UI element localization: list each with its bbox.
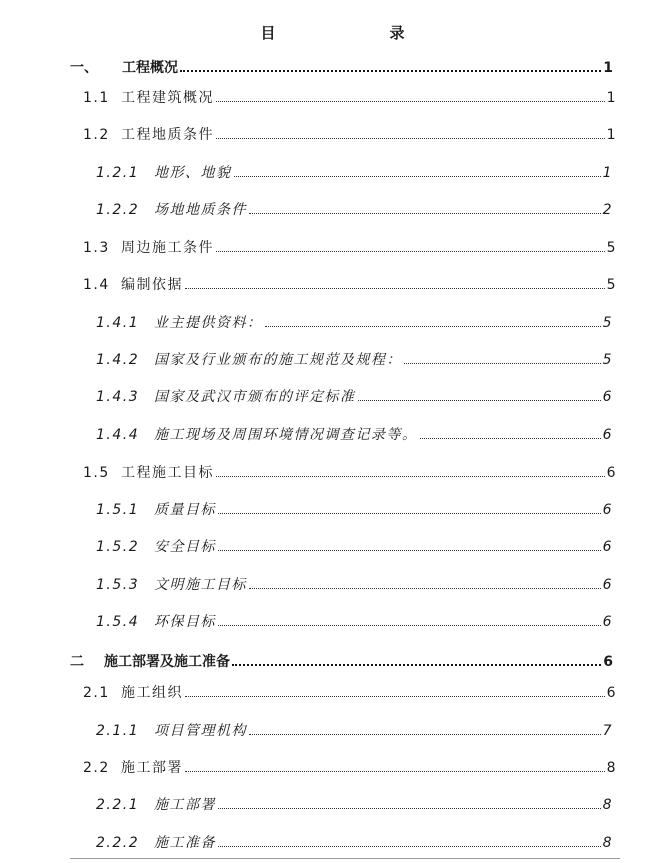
toc-entry-number: 1.4.3 [96, 389, 140, 405]
page-title: 目 录 [260, 24, 433, 42]
toc-entry-page: 1 [602, 165, 613, 181]
toc-entry-title: 安全目标 [154, 539, 216, 555]
toc-entry-number: 1.5 [83, 465, 110, 481]
toc-entry-number: 1.2.2 [96, 202, 140, 218]
toc-entry-title: 国家及行业颁布的施工规范及规程： [154, 352, 402, 368]
dot-leader [218, 549, 601, 551]
toc-entry-page: 6 [606, 685, 617, 701]
dot-leader [185, 287, 605, 289]
toc-entry[interactable] [96, 538, 613, 556]
toc-entry-number: 2.1.1 [96, 723, 140, 739]
toc-entry[interactable] [96, 388, 613, 406]
toc-entry-page: 7 [602, 723, 613, 739]
dot-leader [265, 325, 601, 327]
toc-entry-page: 8 [606, 760, 617, 776]
toc-entry[interactable] [83, 239, 617, 257]
toc-entry[interactable] [96, 834, 613, 852]
toc-entry[interactable] [96, 722, 613, 740]
dot-leader [216, 250, 605, 252]
toc-entry[interactable] [83, 759, 617, 777]
toc-entry-page: 8 [602, 835, 613, 851]
footer-divider [70, 858, 620, 859]
toc-entry-page: 6 [606, 465, 617, 481]
toc-entry-number: 1.4.1 [96, 315, 140, 331]
dot-leader [180, 69, 601, 72]
toc-entry-page: 6 [603, 654, 613, 670]
dot-leader [218, 845, 601, 847]
toc-entry-page: 6 [602, 427, 613, 443]
dot-leader [216, 100, 605, 102]
toc-entry-title: 周边施工条件 [121, 240, 214, 256]
toc-entry-number: 一、 [70, 60, 98, 76]
toc-entry-title: 施工准备 [154, 835, 216, 851]
toc-entry-number: 1.5.4 [96, 614, 140, 630]
toc-entry-title: 业主提供资料： [154, 315, 263, 331]
toc-entry-title: 项目管理机构 [154, 723, 247, 739]
dot-leader [249, 733, 601, 735]
toc-entry-number: 2.2 [83, 760, 110, 776]
toc-entry[interactable] [83, 464, 617, 482]
toc-entry-title: 环保目标 [154, 614, 216, 630]
toc-entry-number: 1.1 [83, 90, 110, 106]
toc-entry-title: 施工部署 [154, 797, 216, 813]
toc-entry-title: 工程建筑概况 [121, 90, 214, 106]
toc-entry-number: 二 [70, 654, 84, 670]
toc-entry-page: 6 [602, 577, 613, 593]
dot-leader [216, 475, 605, 477]
toc-entry-page: 5 [602, 315, 613, 331]
toc-entry-number: 1.3 [83, 240, 110, 256]
toc-entry-page: 1 [606, 90, 617, 106]
dot-leader [218, 807, 601, 809]
toc-entry[interactable] [96, 314, 613, 332]
toc-entry-page: 1 [606, 127, 617, 143]
dot-leader [216, 137, 605, 139]
toc-entry-number: 1.4.4 [96, 427, 140, 443]
toc-entry-page: 5 [606, 240, 617, 256]
toc-entry-title: 编制依据 [121, 277, 183, 293]
toc-entry[interactable] [83, 276, 617, 294]
toc-entry[interactable] [83, 684, 617, 702]
dot-leader [249, 212, 601, 214]
toc-entry[interactable] [96, 796, 613, 814]
toc-entry[interactable] [96, 501, 613, 519]
toc-entry-page: 6 [602, 389, 613, 405]
toc-entry-number: 1.5.1 [96, 502, 140, 518]
toc-entry[interactable] [96, 201, 613, 219]
toc-entry-page: 6 [602, 614, 613, 630]
toc-entry[interactable] [70, 59, 613, 77]
toc-entry-page: 6 [602, 539, 613, 555]
toc-entry[interactable] [70, 653, 613, 671]
dot-leader [218, 624, 601, 626]
toc-entry-number: 2.2.1 [96, 797, 140, 813]
dot-leader [185, 770, 605, 772]
dot-leader [234, 175, 601, 177]
dot-leader [185, 695, 605, 697]
toc-entry[interactable] [96, 576, 613, 594]
toc-entry-page: 1 [603, 60, 613, 76]
dot-leader [420, 437, 601, 439]
toc-entry[interactable] [96, 164, 613, 182]
toc-entry-page: 5 [606, 277, 617, 293]
toc-entry-number: 1.2.1 [96, 165, 140, 181]
toc-entry-number: 1.5.2 [96, 539, 140, 555]
toc-entry-title: 国家及武汉市颁布的评定标准 [154, 389, 356, 405]
toc-entry-title: 质量目标 [154, 502, 216, 518]
toc-entry[interactable] [83, 126, 617, 144]
dot-leader [358, 399, 601, 401]
toc-entry-page: 8 [602, 797, 613, 813]
toc-entry-number: 1.4.2 [96, 352, 140, 368]
toc-entry-title: 施工现场及周围环境情况调查记录等。 [154, 427, 418, 443]
toc-entry[interactable] [83, 89, 617, 107]
toc-entry-page: 6 [602, 502, 613, 518]
toc-entry-number: 1.4 [83, 277, 110, 293]
toc-entry-title: 工程概况 [122, 60, 178, 76]
toc-entry-title: 地形、地貌 [154, 165, 232, 181]
toc-entry-number: 1.2 [83, 127, 110, 143]
toc-entry-number: 2.1 [83, 685, 110, 701]
toc-entry-title: 施工组织 [121, 685, 183, 701]
toc-entry[interactable] [96, 351, 613, 369]
toc-entry-title: 场地地质条件 [154, 202, 247, 218]
toc-entry-title: 施工部署及施工准备 [104, 654, 230, 670]
dot-leader [404, 362, 601, 364]
dot-leader [249, 587, 601, 589]
toc-entry-number: 2.2.2 [96, 835, 140, 851]
dot-leader [232, 663, 601, 666]
toc-entry[interactable] [96, 613, 613, 631]
toc-entry-page: 2 [602, 202, 613, 218]
toc-entry-title: 工程施工目标 [121, 465, 214, 481]
toc-entry[interactable] [96, 426, 613, 444]
toc-entry-title: 工程地质条件 [121, 127, 214, 143]
toc-entry-number: 1.5.3 [96, 577, 140, 593]
toc-entry-title: 施工部署 [121, 760, 183, 776]
toc-entry-title: 文明施工目标 [154, 577, 247, 593]
toc-entry-page: 5 [602, 352, 613, 368]
dot-leader [218, 512, 601, 514]
